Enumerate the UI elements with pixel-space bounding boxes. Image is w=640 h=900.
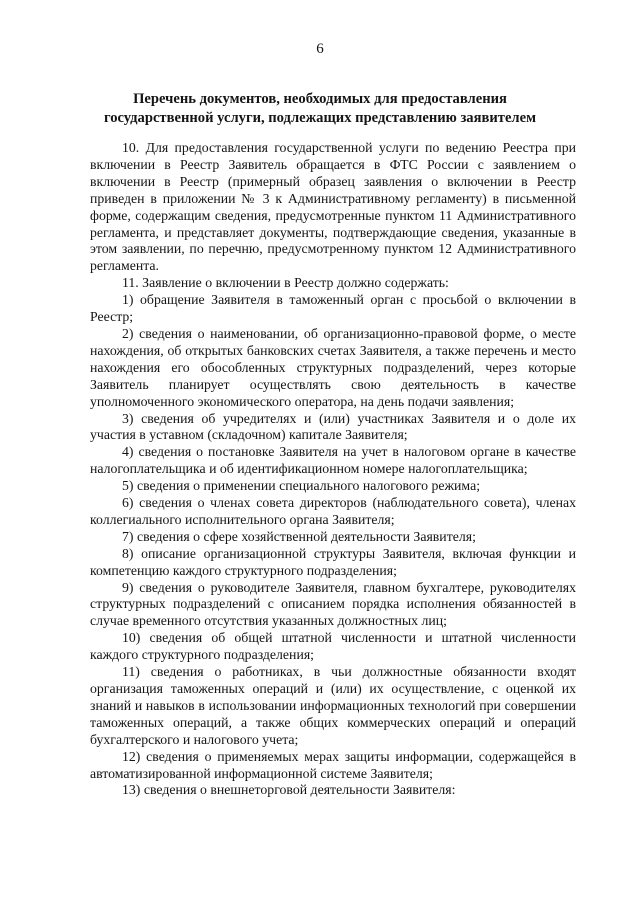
- paragraph-line: уполномоченного экономического оператора, на день подачи заявления;: [90, 393, 515, 409]
- paragraph-line: 4) сведения о постановке Заявителя на учет в налоговом органе в качестве: [122, 444, 576, 460]
- paragraph-line: регламента, и представляет документы, подтверждающие сведения, указанные в: [90, 224, 576, 240]
- paragraph-line: Реестр;: [90, 309, 134, 325]
- paragraph: [90, 478, 576, 495]
- paragraph-line: нахождения, об открытых банковских счетах Заявителя, а также перечень и место: [90, 342, 576, 358]
- paragraph-line: налогоплательщика и об идентификационном номере налогоплательщика;: [90, 461, 528, 477]
- paragraph: [90, 749, 576, 783]
- paragraph-line: компетенцию каждого структурного подразделения;: [90, 562, 397, 578]
- paragraph-line: 1) обращение Заявителя в таможенный орган с просьбой о включении в: [122, 292, 576, 308]
- paragraph-line: 7) сведения о сфере хозяйственной деятельности Заявителя;: [122, 528, 476, 544]
- section-heading: [60, 90, 580, 128]
- paragraph-line: 12) сведения о применяемых мерах защиты информации, содержащейся в: [122, 748, 576, 764]
- paragraph-line: случае временного отсутствия указанных должностных лиц;: [90, 613, 447, 629]
- paragraph-line: коллегиального исполнительного органа Заявителя;: [90, 511, 395, 527]
- paragraph-line: регламента.: [90, 258, 159, 274]
- paragraph-line: участия в уставном (складочном) капитале Заявителя;: [90, 427, 408, 443]
- paragraph-line: каждого структурного подразделения;: [90, 647, 315, 663]
- section-heading-line: государственной услуги, подлежащих представлению заявителем: [103, 110, 537, 126]
- paragraph: [90, 292, 576, 326]
- paragraph-line: 11. Заявление о включении в Реестр должно содержать:: [122, 275, 449, 291]
- paragraph: [90, 140, 576, 275]
- paragraph-line: знаний и навыков в использовании информационных технологий при совершении: [90, 697, 576, 713]
- paragraph-line: 10) сведения об общей штатной численности и штатной численности: [122, 630, 576, 646]
- paragraph: [90, 275, 576, 292]
- paragraph-line: организация таможенных операций и (или) их осуществление, с оценкой их: [90, 681, 576, 696]
- document-body: [90, 140, 576, 799]
- paragraph-line: автоматизированной информационной системе Заявителя;: [90, 765, 433, 781]
- paragraph: [90, 580, 576, 631]
- paragraph-line: включении в Реестр Заявитель обращается в ФТС России с заявлением о: [90, 156, 576, 172]
- paragraph: [90, 664, 576, 749]
- paragraph: [90, 444, 576, 478]
- paragraph-line: 9) сведения о руководителе Заявителя, главном бухгалтере, руководителях: [122, 579, 576, 595]
- paragraph-line: структурных подразделений с описанием порядка исполнения обязанностей в: [90, 596, 576, 612]
- paragraph: [90, 630, 576, 664]
- paragraph-line: 3) сведения об учредителях и (или) участниках Заявителя и о доле их: [122, 410, 576, 426]
- page-number: 6: [316, 41, 324, 57]
- section-heading-line: Перечень документов, необходимых для предоставления: [133, 91, 507, 107]
- paragraph-line: Заявитель планирует осуществлять свою деятельность в качестве: [90, 376, 576, 392]
- paragraph-line: 8) описание организационной структуры Заявителя, включая функции и: [122, 545, 576, 561]
- paragraph-line: 11) сведения о работниках, в чьи должностные обязанности входят: [122, 664, 576, 680]
- paragraph-line: бухгалтерского и налогового учета;: [90, 731, 299, 747]
- paragraph: [90, 495, 576, 529]
- paragraph-line: форме, содержащим сведения, предусмотренные пунктом 11 Административного: [90, 207, 576, 223]
- paragraph-line: 5) сведения о применении специального налогового режима;: [122, 478, 481, 494]
- paragraph-line: 10. Для предоставления государственной услуги по ведению Реестра при: [122, 140, 576, 155]
- paragraph-line: 2) сведения о наименовании, об организационно-правовой форме, о месте: [122, 325, 576, 341]
- paragraph: [90, 411, 576, 445]
- paragraph-line: этом заявлении, по перечню, предусмотренному пунктом 12 Административного: [90, 241, 576, 257]
- paragraph: [90, 326, 576, 411]
- paragraph-line: 6) сведения о членах совета директоров (наблюдательного совета), членах: [122, 495, 576, 511]
- paragraph-line: нахождения его обособленных структурных подразделений, через которые: [90, 359, 576, 375]
- paragraph-line: включении в Реестр (примерный образец заявления о включении в Реестр: [90, 173, 576, 189]
- paragraph-line: приведен в приложении № 3 к Административному регламенту) в письменной: [90, 190, 576, 206]
- paragraph: [90, 546, 576, 580]
- paragraph: [90, 529, 576, 546]
- paragraph-line: таможенных операций, а также общих коммерческих операций и операций: [90, 714, 576, 730]
- paragraph: [90, 782, 576, 799]
- paragraph-line: 13) сведения о внешнеторговой деятельности Заявителя:: [122, 782, 456, 798]
